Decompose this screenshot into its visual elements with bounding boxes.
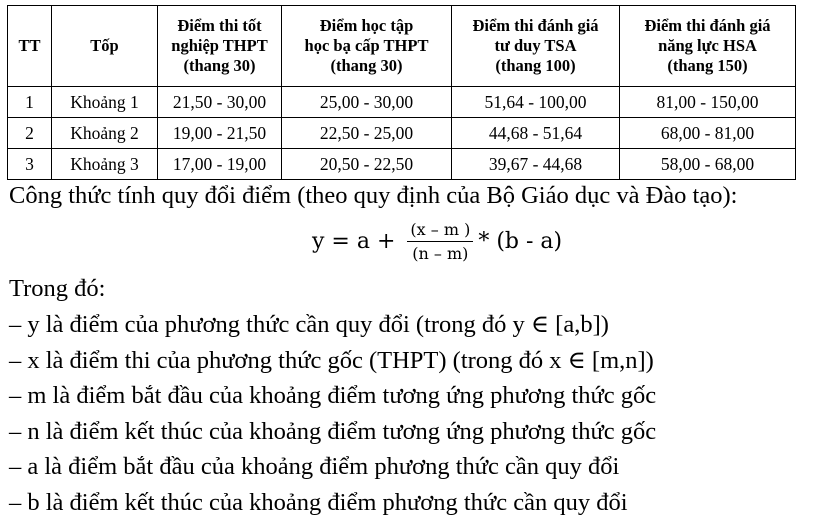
table-cell: Khoảng 3 [52, 149, 158, 180]
table-row [8, 87, 796, 118]
table-cell: 22,50 - 25,00 [282, 118, 452, 149]
definition-m: – m là điểm bắt đầu của khoảng điểm tương ứng phương thức gốc [9, 382, 657, 409]
score-conversion-table [7, 5, 796, 180]
table-cell: 19,00 - 21,50 [158, 118, 282, 149]
formula-rhs: * (b - a) [478, 228, 563, 254]
formula-lhs: y = a + [312, 228, 403, 254]
table-cell: 58,00 - 68,00 [620, 149, 796, 180]
table-cell: 51,64 - 100,00 [452, 87, 620, 118]
variable-definitions [9, 309, 656, 522]
table-cell: 2 [8, 118, 52, 149]
formula-fraction [407, 220, 473, 263]
header-tt: TT [8, 6, 52, 87]
formula-denominator: (n – m) [412, 243, 469, 263]
formula-intro: Công thức tính quy đổi điểm (theo quy định của Bộ Giáo dục và Đào tạo): [9, 182, 738, 209]
definition-b: – b là điểm kết thúc của khoảng điểm phương thức cần quy đổi [9, 488, 628, 516]
definition-n: – n là điểm kết thúc của khoảng điểm tương ứng phương thức gốc [9, 417, 657, 445]
table-row [8, 118, 796, 149]
table-cell: 68,00 - 81,00 [620, 118, 796, 149]
table-cell: 1 [8, 87, 52, 118]
formula-numerator: (x – m ) [407, 220, 473, 242]
definition-a: – a là điểm bắt đầu của khoảng điểm phương thức cần quy đổi [9, 453, 620, 480]
table-row [8, 149, 796, 180]
table-cell: 3 [8, 149, 52, 180]
header-hsa: Điểm thi đánh giá năng lực HSA (thang 150) [620, 6, 796, 87]
conversion-formula [312, 211, 562, 271]
table-cell: 20,50 - 22,50 [282, 149, 452, 180]
table-cell: 39,67 - 44,68 [452, 149, 620, 180]
table-cell: Khoảng 1 [52, 87, 158, 118]
table-cell: 81,00 - 150,00 [620, 87, 796, 118]
definition-y: – y là điểm của phương thức cần quy đổi (trong đó y ∈ [a,b]) [9, 311, 609, 338]
header-transcript: Điểm học tập học bạ cấp THPT (thang 30) [282, 6, 452, 87]
table-cell: Khoảng 2 [52, 118, 158, 149]
header-top: Tốp [52, 6, 158, 87]
table-cell: 44,68 - 51,64 [452, 118, 620, 149]
definition-x: – x là điểm thi của phương thức gốc (THPT) (trong đó x ∈ [m,n]) [9, 346, 654, 374]
where-title: Trong đó: [9, 275, 106, 302]
table-cell: 25,00 - 30,00 [282, 87, 452, 118]
table-header-row [8, 6, 796, 87]
header-thpt-exam: Điểm thi tốt nghiệp THPT (thang 30) [158, 6, 282, 87]
table-cell: 21,50 - 30,00 [158, 87, 282, 118]
header-tsa: Điểm thi đánh giá tư duy TSA (thang 100) [452, 6, 620, 87]
table-cell: 17,00 - 19,00 [158, 149, 282, 180]
